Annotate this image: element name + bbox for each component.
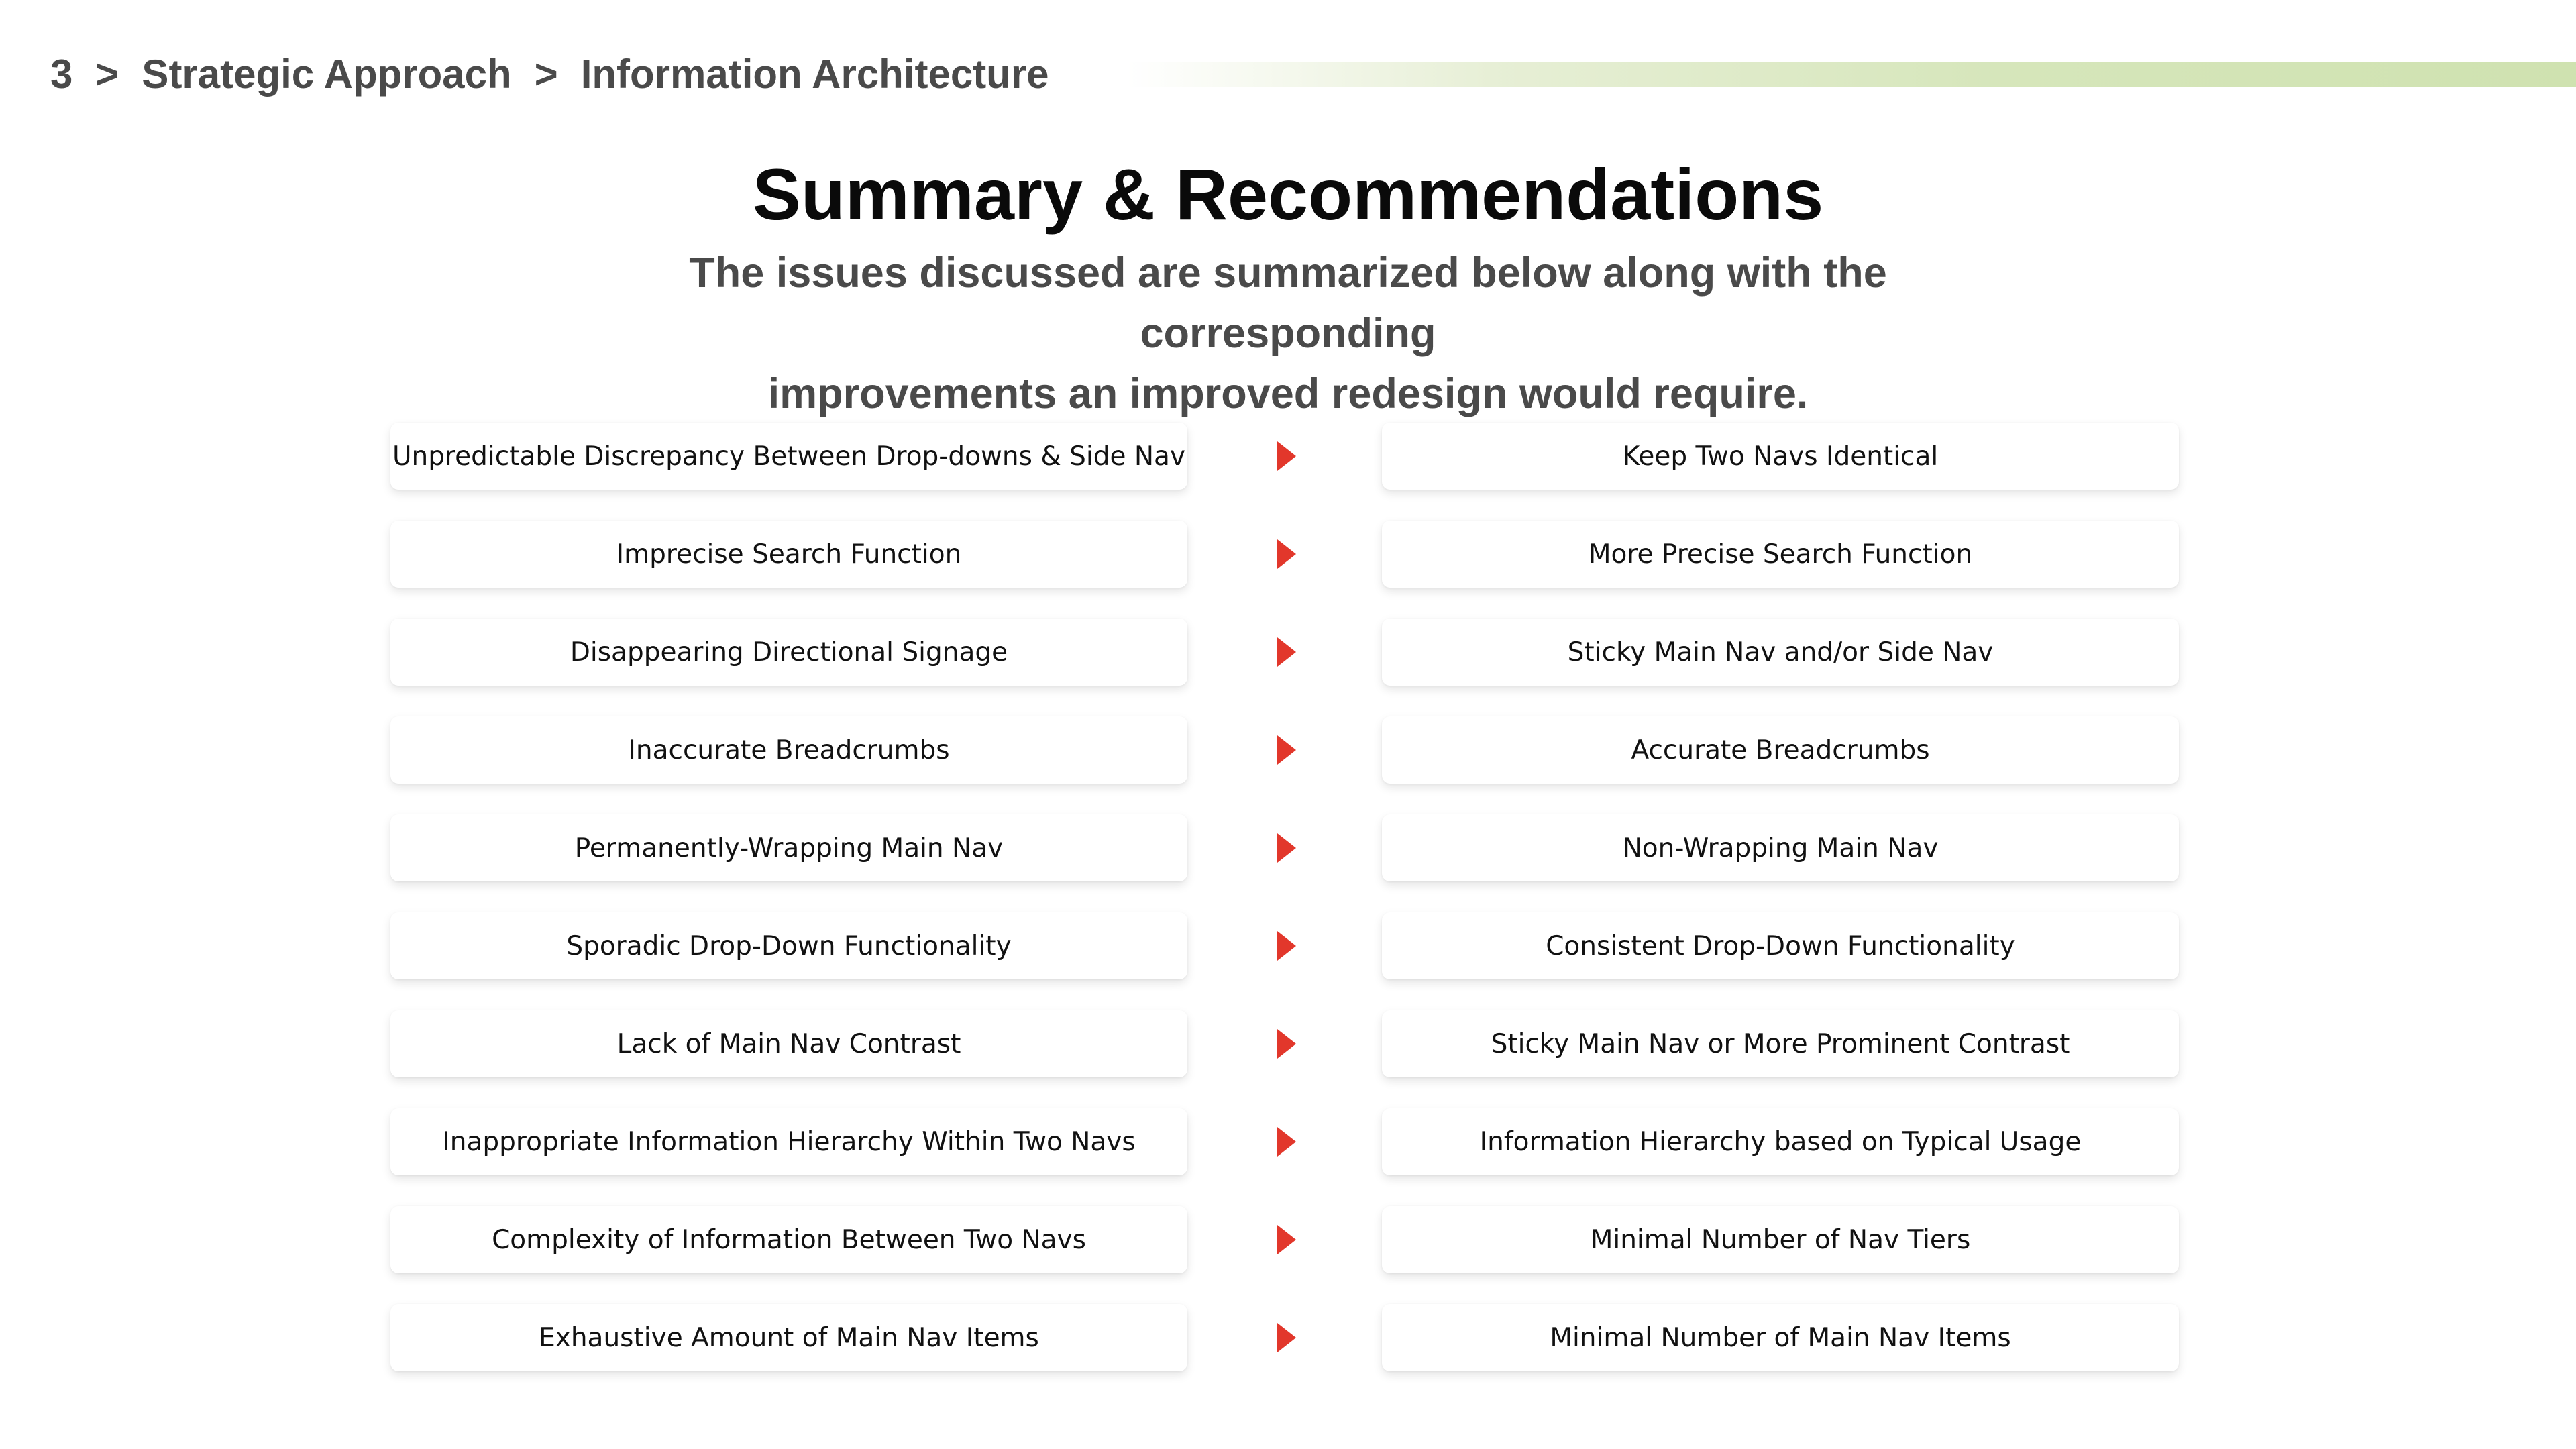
arrow-right-icon <box>1277 539 1296 569</box>
arrow-right-icon <box>1277 441 1296 471</box>
recommendation-card: Information Hierarchy based on Typical Usage <box>1382 1108 2179 1175</box>
recommendation-card: Consistent Drop-Down Functionality <box>1382 912 2179 979</box>
page-title: Summary & Recommendations <box>752 154 1824 235</box>
recommendation-card: Minimal Number of Main Nav Items <box>1382 1304 2179 1371</box>
breadcrumb-separator: > <box>534 51 558 97</box>
subtitle-line: The issues discussed are summarized below along with the corresponding <box>689 250 1887 357</box>
list-item <box>0 716 2576 784</box>
issue-card: Inaccurate Breadcrumbs <box>390 716 1187 784</box>
list-item <box>0 1206 2576 1273</box>
arrow-right-icon <box>1277 931 1296 961</box>
issue-card: Complexity of Information Between Two Navs <box>390 1206 1187 1273</box>
list-item <box>0 1304 2576 1371</box>
subtitle-line: improvements an improved redesign would require. <box>767 370 1809 417</box>
recommendation-card: Non-Wrapping Main Nav <box>1382 814 2179 881</box>
list-item <box>0 814 2576 881</box>
recommendation-card: Minimal Number of Nav Tiers <box>1382 1206 2179 1273</box>
arrow-right-icon <box>1277 833 1296 863</box>
arrow-right-icon <box>1277 1127 1296 1157</box>
arrow-right-icon <box>1277 637 1296 667</box>
breadcrumb-item-information-architecture: Information Architecture <box>580 51 1049 97</box>
page-subtitle <box>550 243 2026 424</box>
arrow-right-icon <box>1277 1225 1296 1254</box>
list-item <box>0 1010 2576 1077</box>
header-accent-bar <box>1127 62 2576 87</box>
issue-card: Disappearing Directional Signage <box>390 619 1187 686</box>
list-item <box>0 423 2576 490</box>
recommendation-card: Sticky Main Nav or More Prominent Contrast <box>1382 1010 2179 1077</box>
list-item <box>0 521 2576 588</box>
recommendation-card: Accurate Breadcrumbs <box>1382 716 2179 784</box>
issue-card: Exhaustive Amount of Main Nav Items <box>390 1304 1187 1371</box>
breadcrumb-section-number: 3 <box>50 51 73 97</box>
issue-card: Lack of Main Nav Contrast <box>390 1010 1187 1077</box>
issue-card: Imprecise Search Function <box>390 521 1187 588</box>
arrow-right-icon <box>1277 735 1296 765</box>
recommendation-card: More Precise Search Function <box>1382 521 2179 588</box>
issue-card: Permanently-Wrapping Main Nav <box>390 814 1187 881</box>
list-item <box>0 912 2576 979</box>
arrow-right-icon <box>1277 1029 1296 1059</box>
list-item <box>0 1108 2576 1175</box>
issue-card: Inappropriate Information Hierarchy Within Two Navs <box>390 1108 1187 1175</box>
breadcrumb-separator: > <box>95 51 119 97</box>
recommendation-card: Keep Two Navs Identical <box>1382 423 2179 490</box>
list-item <box>0 619 2576 686</box>
issue-card: Sporadic Drop-Down Functionality <box>390 912 1187 979</box>
breadcrumb-item-strategic-approach: Strategic Approach <box>142 51 512 97</box>
recommendation-card: Sticky Main Nav and/or Side Nav <box>1382 619 2179 686</box>
issue-card: Unpredictable Discrepancy Between Drop-downs & Side Nav <box>390 423 1187 490</box>
arrow-right-icon <box>1277 1323 1296 1352</box>
breadcrumb <box>50 47 1049 101</box>
